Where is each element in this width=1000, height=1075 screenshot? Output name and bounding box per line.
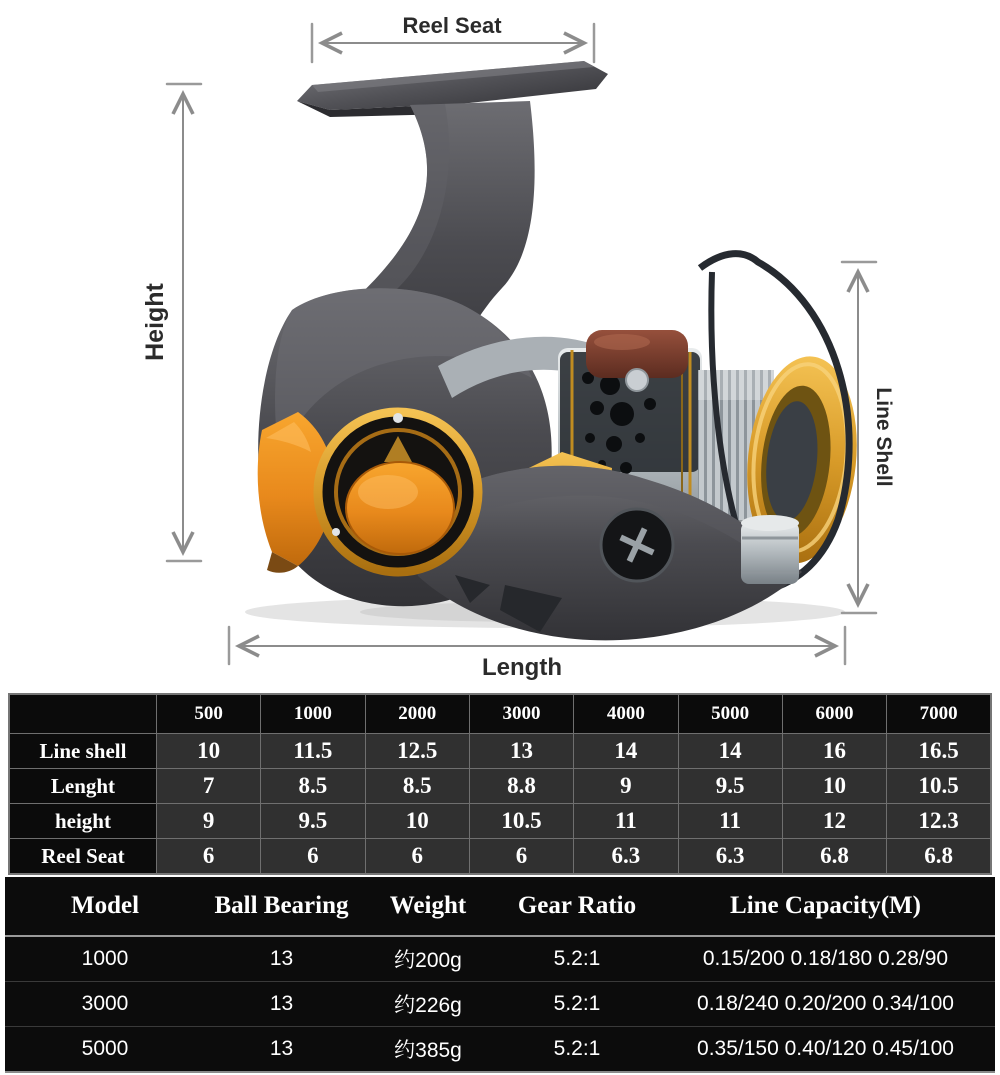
size-value-cell: 10	[156, 734, 260, 769]
spec-cell: 1000	[81, 947, 129, 970]
size-value-cell: 12.3	[887, 804, 991, 839]
size-value-cell: 6.3	[678, 839, 782, 875]
table-row	[9, 734, 991, 769]
size-value-cell: 16.5	[887, 734, 991, 769]
size-value-cell: 9.5	[261, 804, 365, 839]
reel-photo	[245, 61, 867, 640]
spec-header-cell: Model	[5, 877, 205, 936]
length-dimension	[229, 627, 845, 681]
spec-cell: 0.35/150 0.40/120 0.45/100	[656, 1027, 995, 1072]
size-header-cell: 3000	[469, 694, 573, 734]
spec-cell: 13	[269, 947, 294, 970]
size-value-cell: 10.5	[887, 769, 991, 804]
size-value-cell: 8.5	[261, 769, 365, 804]
size-value-cell: 7	[156, 769, 260, 804]
size-header-cell: 6000	[782, 694, 886, 734]
spec-table	[5, 877, 995, 1073]
size-header-cell: 7000	[887, 694, 991, 734]
spec-cell: 约385g	[358, 1027, 498, 1072]
spec-cell: 0.18/240 0.20/200 0.34/100	[656, 982, 995, 1027]
spec-header-cell: Line Capacity(M)	[656, 877, 995, 936]
size-value-cell: 9.5	[678, 769, 782, 804]
size-value-cell: 16	[782, 734, 886, 769]
size-value-cell: 12.5	[365, 734, 469, 769]
spec-header-cell: Gear Ratio	[498, 877, 656, 936]
line-shell-label: Line Shell	[872, 387, 895, 487]
size-value-cell: 14	[678, 734, 782, 769]
size-value-cell: 6.8	[782, 839, 886, 875]
size-row-label: Lenght	[9, 769, 156, 804]
size-table	[8, 693, 992, 875]
spec-cell: 约226g	[358, 982, 498, 1027]
reel-side-plate	[318, 412, 478, 572]
size-row-label: Reel Seat	[9, 839, 156, 875]
spec-cell: 5000	[5, 1027, 205, 1072]
size-value-cell: 6	[469, 839, 573, 875]
size-value-cell: 11	[574, 804, 678, 839]
spec-cell: 13	[205, 982, 358, 1027]
size-value-cell: 10.5	[469, 804, 573, 839]
size-header-cell: 500	[156, 694, 260, 734]
size-header-cell: 4000	[574, 694, 678, 734]
size-header-cell: 1000	[261, 694, 365, 734]
size-value-cell: 11	[678, 804, 782, 839]
size-row-label: Line shell	[9, 734, 156, 769]
spec-header-cell: Weight	[358, 877, 498, 936]
size-row-label: height	[9, 804, 156, 839]
size-table-header-row	[9, 694, 991, 734]
size-value-cell: 8.8	[469, 769, 573, 804]
spec-cell: 约200g	[394, 949, 462, 972]
size-value-cell: 6	[365, 839, 469, 875]
size-value-cell: 13	[469, 734, 573, 769]
drag-knob	[346, 462, 454, 554]
spec-cell: 0.15/200 0.18/180 0.28/90	[702, 947, 949, 970]
table-row	[5, 1027, 995, 1072]
table-row	[5, 982, 995, 1027]
size-value-cell: 10	[365, 804, 469, 839]
size-value-cell: 6	[261, 839, 365, 875]
size-value-cell: 9	[156, 804, 260, 839]
size-value-cell: 6.3	[574, 839, 678, 875]
table-row	[9, 839, 991, 875]
size-header-cell: 5000	[678, 694, 782, 734]
spec-cell: 5.2:1	[498, 982, 656, 1027]
table-row	[5, 936, 995, 982]
height-label: Height	[141, 283, 169, 361]
reel-seat-label: Reel Seat	[402, 13, 502, 38]
size-header-cell: 2000	[365, 694, 469, 734]
size-value-cell: 11.5	[261, 734, 365, 769]
spec-cell: 13	[205, 1027, 358, 1072]
length-label: Length	[482, 654, 562, 681]
spec-header-cell: Ball Bearing	[205, 877, 358, 936]
reel-line-roller	[741, 515, 799, 584]
table-row	[9, 804, 991, 839]
size-value-cell: 9	[574, 769, 678, 804]
size-value-cell: 6	[156, 839, 260, 875]
size-value-cell: 12	[782, 804, 886, 839]
size-table-corner-cell	[9, 694, 156, 734]
size-value-cell: 8.5	[365, 769, 469, 804]
reel-seat-dimension	[312, 13, 594, 62]
spec-cell: 3000	[5, 982, 205, 1027]
spec-cell: 5.2:1	[498, 1027, 656, 1072]
table-row	[9, 769, 991, 804]
size-value-cell: 14	[574, 734, 678, 769]
knob-stud	[626, 369, 648, 391]
size-value-cell: 6.8	[887, 839, 991, 875]
spec-cell: 5.2:1	[553, 947, 601, 970]
height-dimension	[141, 84, 201, 561]
size-value-cell: 10	[782, 769, 886, 804]
spec-table-header-row	[5, 877, 995, 936]
